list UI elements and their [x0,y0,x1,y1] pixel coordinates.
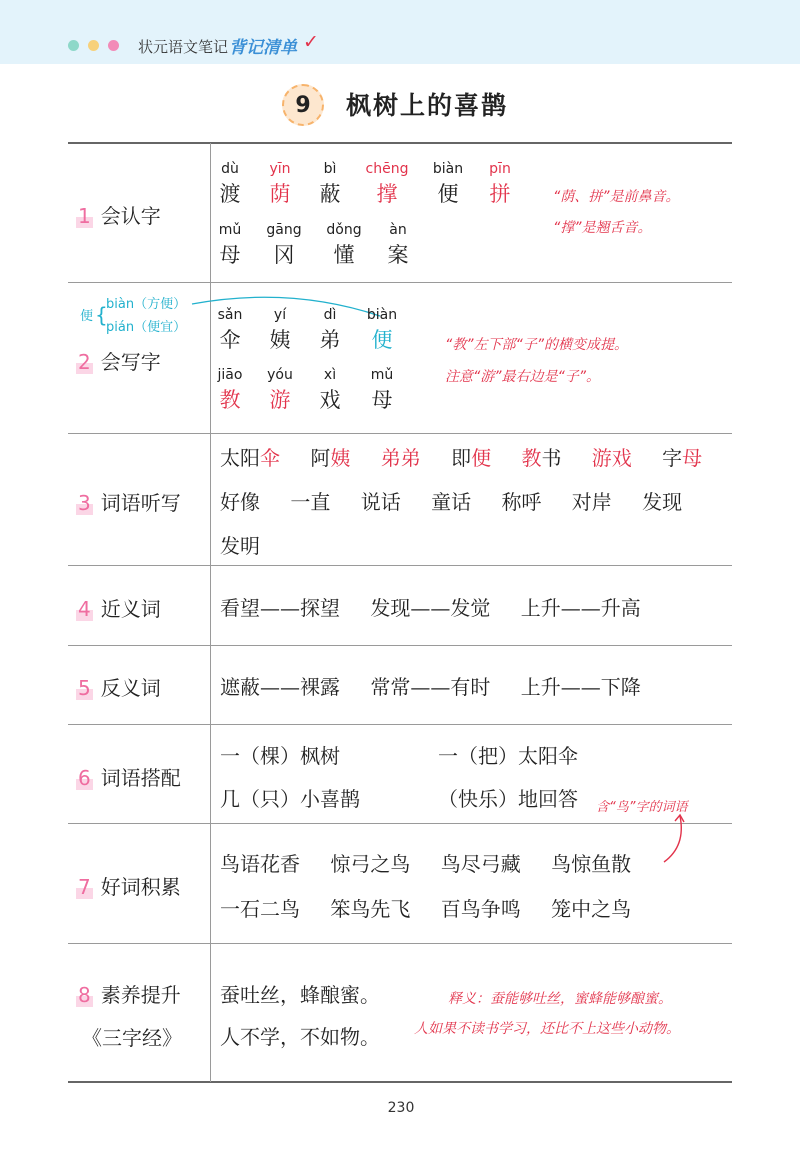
row-divider [68,565,732,566]
section-title: 反义词 [100,676,161,700]
word-item: 好像 [220,490,260,514]
synonym-row [220,592,641,621]
synonym-pair: 看望——探望 [220,596,340,620]
row-divider [68,823,732,824]
lesson-number-badge [282,84,324,126]
hanzi: 母 [219,243,241,267]
section-title: 素养提升 [100,983,181,1007]
hanzi: 冈 [273,243,295,267]
idiom-item: 鸟惊鱼散 [551,852,632,876]
pinyin: xì [323,367,337,383]
synonym-pair: 上升——升高 [520,596,641,620]
header-dot-2 [88,40,99,51]
section-4-label [76,593,204,622]
idiom-item: 笨鸟先飞 [330,897,411,921]
pinyin: biàn [366,307,398,323]
row-divider [68,724,732,725]
section-number: 2 [78,350,91,374]
annotation-note: “荫、拼”是前鼻音。 [553,189,680,205]
row-divider [68,433,732,434]
hanzi: 伞 [219,328,241,352]
section-title: 会写字 [100,350,161,374]
idiom-item: 鸟语花香 [220,852,300,876]
antonym-row [220,671,641,700]
page-number: 230 [387,1100,415,1116]
section-title: 近义词 [100,597,161,621]
word-item: 字母 [662,446,703,470]
row-divider [68,645,732,646]
check-icon: ✓ [303,31,319,53]
annotation-note: 注意“游”最右边是“子”。 [445,369,601,385]
antonym-pair: 遮蔽——裸露 [220,675,340,699]
word-item: 童话 [431,490,472,514]
collocation-item: （快乐）地回答 [438,787,578,811]
section-3-label [76,487,204,516]
word-item: 游戏 [591,446,632,470]
hanzi: 蔽 [319,182,341,206]
antonym-pair: 上升——下降 [520,675,641,699]
brand-name: 状元语文笔记 [138,38,229,56]
idiom-item: 百鸟争鸣 [440,897,521,921]
section-number: 3 [78,491,91,515]
row-divider [68,282,732,283]
table-bottom-border [68,1081,732,1083]
polyphone-char: 便 [80,309,94,324]
section-title: 好词积累 [100,875,181,899]
annotation-note: 释义：蚕能够吐丝，蜜蜂能够酿蜜。 [448,991,672,1007]
table-top-border [68,142,732,144]
pinyin: jiāo [217,367,243,383]
hanzi: 撑 [376,182,398,206]
row-divider [68,943,732,944]
lesson-number: 9 [295,92,311,118]
idiom-item: 一石二鸟 [220,897,300,921]
hanzi: 荫 [269,182,291,206]
pinyin: yīn [269,161,291,177]
annotation-note: 人如果不读书学习，还比不上这些小动物。 [414,1021,680,1037]
section-8-label [76,979,204,1008]
word-item: 说话 [360,490,401,514]
word-item: 弟弟 [380,446,421,470]
collocation-item: 一（棵）枫树 [220,744,340,768]
idiom-item: 鸟尽弓藏 [440,852,521,876]
pinyin: dì [323,307,337,323]
classic-line: 人不学，不如物。 [220,1025,380,1049]
synonym-pair: 发现——发觉 [370,596,491,620]
section-title: 词语听写 [100,491,181,515]
header-bar [0,0,800,64]
hanzi: 姨 [269,328,291,352]
pinyin: gāng [266,222,302,238]
column-divider [210,143,211,1082]
collocation-item: 一（把）太阳伞 [438,744,578,768]
hanzi: 便 [371,328,393,352]
section-5-label [76,672,204,701]
pinyin: mǔ [370,367,394,383]
section-7-label [76,871,204,900]
annotation-note: “教”左下部“子”的横变成提。 [445,337,629,353]
word-item: 发明 [220,534,260,558]
word-item: 即便 [451,446,492,470]
section-title: 词语搭配 [100,766,181,790]
hanzi: 案 [387,243,409,267]
dictation-row-1 [220,442,702,471]
word-item: 称呼 [501,490,542,514]
pinyin: dǒng [326,222,362,238]
pinyin: mǔ [218,222,242,238]
pinyin: àn [389,222,407,238]
pinyin: dù [221,161,239,177]
pinyin: yóu [267,367,293,383]
pinyin: chēng [365,161,409,177]
word-item: 教书 [521,446,562,470]
word-item: 一直 [290,490,331,514]
pinyin: pīn [489,161,511,177]
section-number: 6 [78,766,91,790]
section-number: 4 [78,597,91,621]
annotation-note: “撑”是翘舌音。 [553,220,652,236]
pinyin: yí [273,307,287,323]
hanzi: 教 [219,388,241,412]
section-title: 会认字 [100,204,161,228]
word-item: 太阳伞 [220,446,280,470]
lesson-title: 枫树上的喜鹊 [346,91,509,120]
pinyin: sǎn [217,307,243,323]
section-2-label [76,346,204,375]
brand-tag: 背记清单 [229,38,297,58]
section-8-sublabel: 《三字经》 [82,1026,182,1050]
header-dot-3 [108,40,119,51]
pinyin: bì [323,161,337,177]
header-dots [68,40,119,51]
classic-line: 蚕吐丝，蜂酿蜜。 [220,983,380,1007]
idiom-row-1 [220,848,631,877]
idiom-item: 笼中之鸟 [551,897,632,921]
section-number: 7 [78,875,91,899]
hanzi: 弟 [319,328,341,352]
section-6-label [76,762,204,791]
collocation-item: 几（只）小喜鹊 [220,787,360,811]
idiom-item: 惊弓之鸟 [330,852,411,876]
hanzi: 便 [437,182,459,206]
dictation-row-3 [220,530,284,559]
annotation-note: 含“鸟”字的词语 [596,800,688,815]
dictation-row-2 [220,486,682,515]
hanzi: 母 [371,388,393,412]
hanzi: 戏 [319,388,341,412]
word-item: 阿姨 [310,446,351,470]
word-item: 发现 [642,490,683,514]
brace-icon: { [95,303,108,327]
pinyin: biàn [432,161,464,177]
section-number: 1 [78,204,91,228]
word-item: 对岸 [571,490,612,514]
hanzi: 游 [269,388,291,412]
section-1-label [76,200,204,229]
section-number: 8 [78,983,91,1007]
hanzi: 渡 [219,182,241,206]
hanzi: 懂 [333,243,355,267]
hanzi: 拼 [489,182,511,206]
annotation-arrow [660,812,690,868]
polyphone-reading: biàn（方便） [106,297,187,312]
antonym-pair: 常常——有时 [370,675,491,699]
idiom-row-2 [220,893,631,922]
section-number: 5 [78,676,91,700]
header-dot-1 [68,40,79,51]
polyphone-reading: pián（便宜） [106,320,187,335]
